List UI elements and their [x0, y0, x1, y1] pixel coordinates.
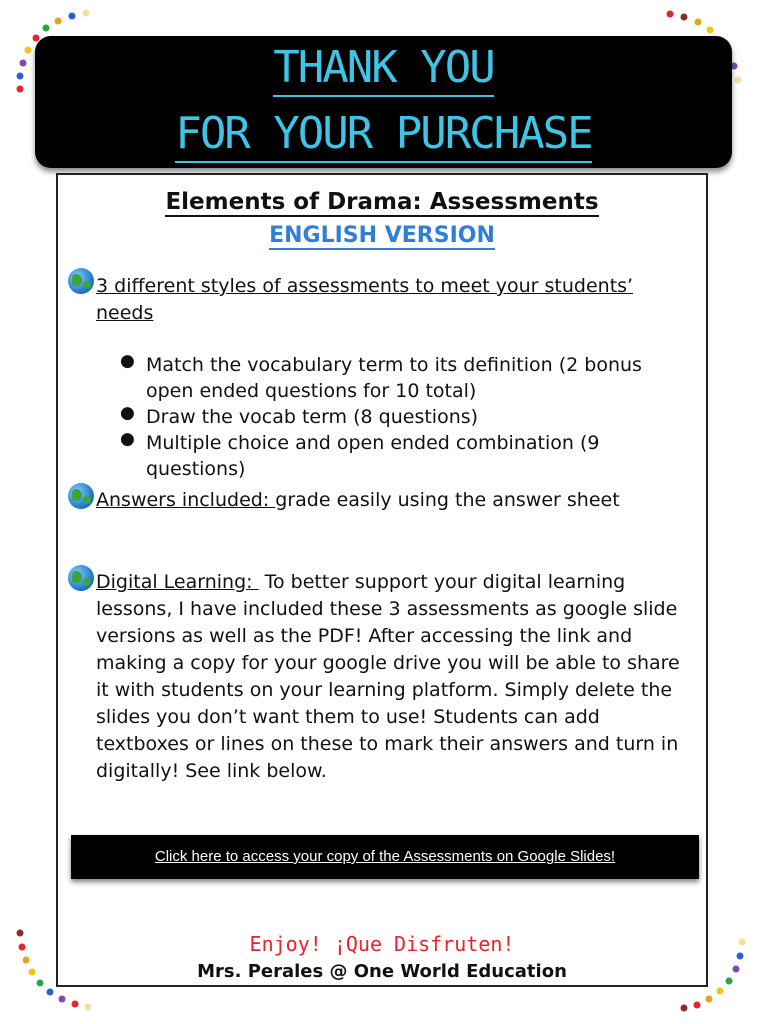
assessment-style-list — [120, 352, 700, 482]
thank-you-banner — [35, 36, 732, 168]
digital-learning-paragraph — [96, 569, 696, 785]
product-subtitle: ENGLISH VERSION — [269, 223, 495, 248]
list-item: ● Draw the vocab term (8 questions) — [120, 404, 700, 430]
product-card — [56, 173, 708, 987]
globe-icon — [68, 268, 94, 294]
answers-text: grade easily using the answer sheet — [275, 489, 620, 511]
answers-label: Answers included: — [96, 489, 276, 511]
answers-included — [96, 487, 696, 514]
list-item: ● Multiple choice and open ended combination (9 questions) — [120, 430, 700, 482]
enjoy-message: Enjoy! ¡Que Disfruten! — [249, 932, 515, 956]
styles-heading: 3 different styles of assessments to meet your students’ needs — [96, 275, 634, 324]
banner-line-1: THANK YOU — [35, 42, 732, 93]
globe-icon — [68, 565, 94, 591]
list-item-continuation: open ended questions for 10 total) — [146, 380, 477, 402]
product-title: Elements of Drama: Assessments — [165, 189, 599, 215]
digital-label: Digital Learning: — [96, 571, 259, 593]
list-item: ● Match the vocabulary term to its definition (2 bonus — [120, 352, 700, 378]
author-credit: Mrs. Perales @ One World Education — [197, 961, 567, 982]
globe-icon — [68, 483, 94, 509]
banner-line-2: FOR YOUR PURCHASE — [35, 108, 732, 159]
digital-text: To better support your digital learning lessons, I have included these 3 assessments as google slide versions as well as the PDF! After accessing the link and making a copy for your google drive you will be able to share it with students on your learning platform. Simply delete the slides you don’t want them to use! Students can add textboxes or lines on these to mark their answers and turn in digitally! See link below. — [96, 571, 680, 782]
google-slides-link[interactable]: Click here to access your copy of the Assessments on Google Slides! — [71, 835, 699, 879]
